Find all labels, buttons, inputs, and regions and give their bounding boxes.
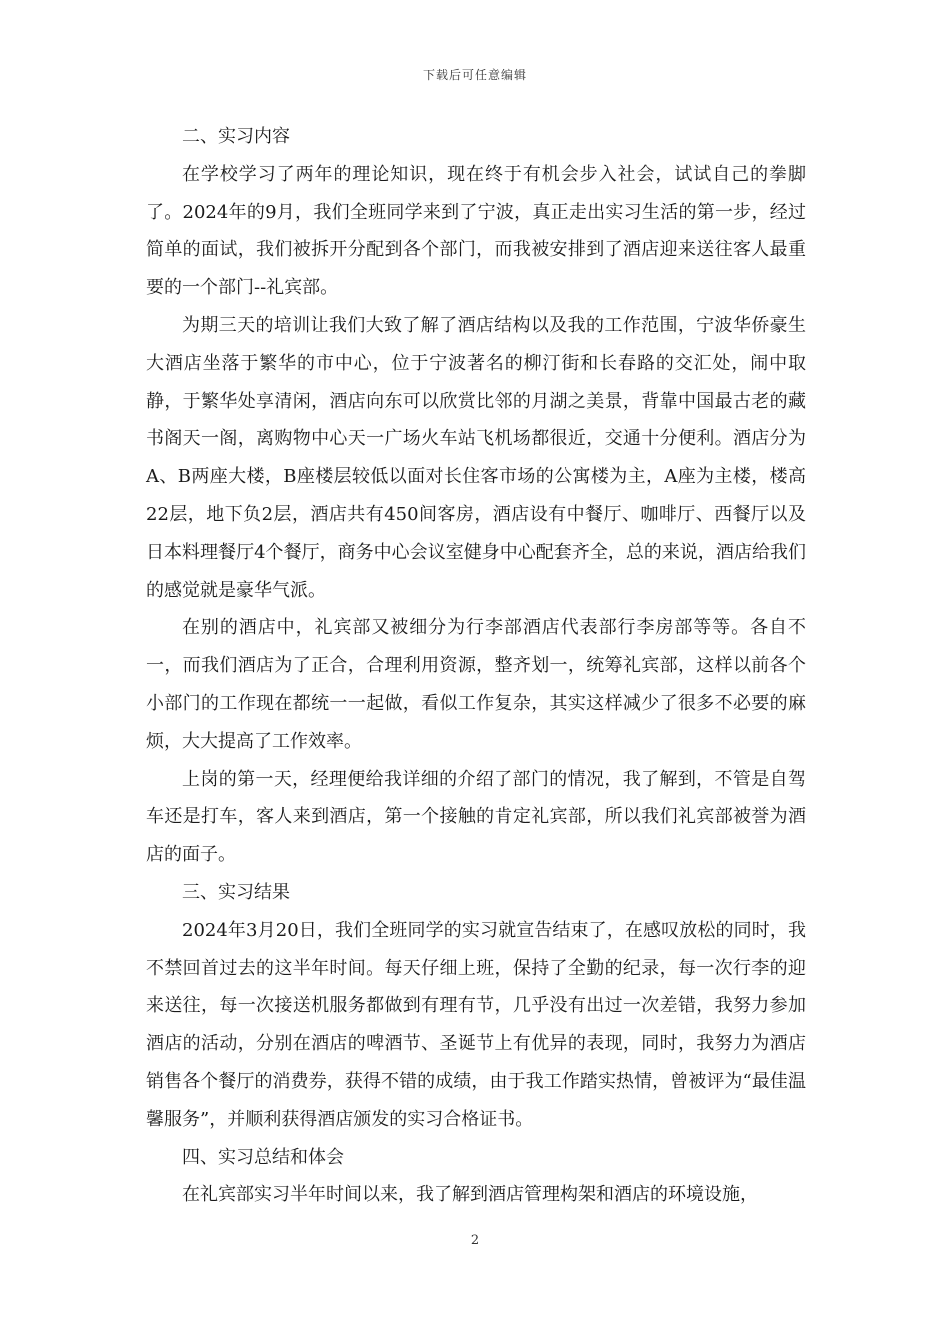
header-note: 下载后可任意编辑 — [422, 68, 527, 82]
paragraph: 上岗的第一天，经理便给我详细的介绍了部门的情况，我了解到，不管是自驾车还是打车，客人来到酒店，第一个接触的肯定礼宾部，所以我们礼宾部被誉为酒店的面子。 — [146, 768, 806, 866]
paragraph: 在礼宾部实习半年时间以来，我了解到酒店管理构架和酒店的环境设施， — [182, 1184, 758, 1206]
paragraph: 为期三天的培训让我们大致了解了酒店结构以及我的工作范围，宁波华侨豪生大酒店坐落于繁华的市中心，位于宁波著名的柳汀街和长春路的交汇处，闹中取静，于繁华处享清闲，酒店向东可以欣赏比邻的月湖之美景，背靠中国最古老的藏书阁天一阁，离购物中心天一广场火车站飞机场都很近，交通十分便利。酒店分为A、B两座大楼，B座楼层较低以面对长住客市场的公寓楼为主，A座为主楼，楼高22层，地下负2层，酒店共有450间客房，酒店设有中餐厅、咖啡厅、西餐厅以及日本料理餐厅4个餐厅，商务中心会议室健身中心配套齐全，总的来说，酒店给我们的感觉就是豪华气派。 — [146, 314, 806, 601]
paragraph: 2024年3月20日，我们全班同学的实习就宣告结束了，在感叹放松的同时，我不禁回首过去的这半年时间。每天仔细上班，保持了全勤的纪录，每一次行李的迎来送往，每一次接送机服务都做到有理有节，几乎没有出过一次差错，我努力参加酒店的活动，分别在酒店的啤酒节、圣诞节上有优异的表现，同时，我努力为酒店销售各个餐厅的消费券，获得不错的成绩，由于我工作踏实热情，曾被评为“最佳温馨服务”，并顺利获得酒店颁发的实习合格证书。 — [146, 919, 806, 1130]
document-body — [146, 118, 806, 1214]
section-heading-summary: 四、实习总结和体会 — [182, 1146, 344, 1168]
paragraph: 在别的酒店中，礼宾部又被细分为行李部酒店代表部行李房部等等。各自不一，而我们酒店为了正合，合理利用资源，整齐划一，统筹礼宾部，这样以前各个小部门的工作现在都统一一起做，看似工作复杂，其实这样减少了很多不必要的麻烦，大大提高了工作效率。 — [146, 617, 806, 752]
section-heading-internship-results: 三、实习结果 — [182, 881, 290, 903]
page-number: 2 — [470, 1233, 480, 1248]
section-heading-internship-content: 二、实习内容 — [182, 126, 290, 147]
paragraph: 在学校学习了两年的理论知识，现在终于有机会步入社会，试试自己的拳脚了。2024年的9月，我们全班同学来到了宁波，真正走出实习生活的第一步，经过简单的面试，我们被拆开分配到各个部门，而我被安排到了酒店迎来送往客人最重要的一个部门--礼宾部。 — [146, 163, 806, 299]
